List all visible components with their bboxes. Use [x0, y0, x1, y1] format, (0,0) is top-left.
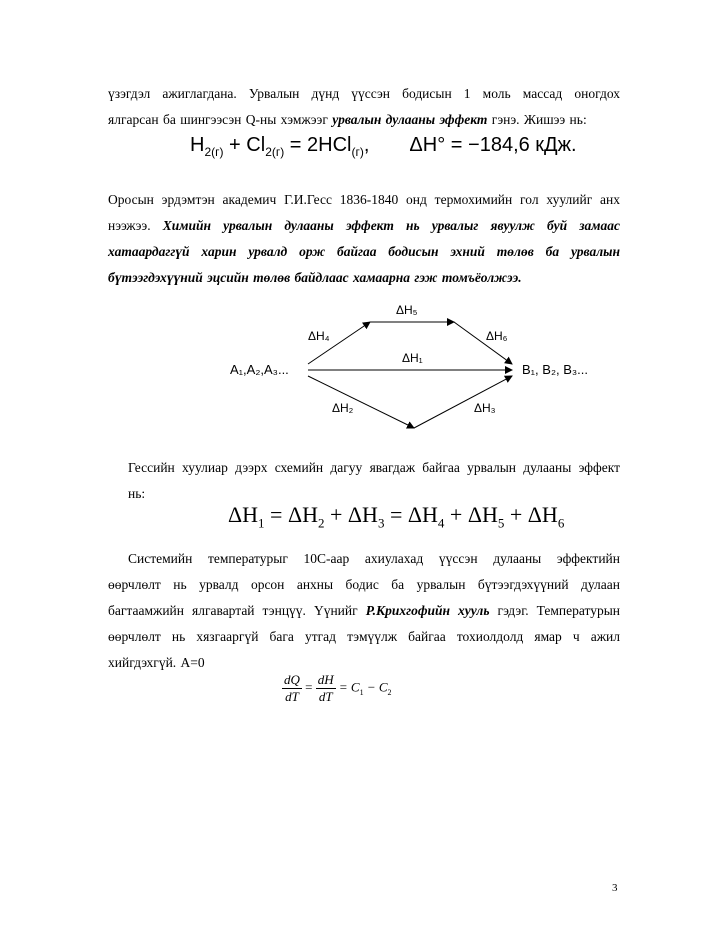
subscript: 1 [359, 688, 364, 698]
text: нээжээ. [108, 218, 163, 233]
term: + ΔH [504, 502, 558, 527]
fraction-dh-dt [316, 672, 336, 705]
paragraph-4-line-4: өөрчлөлт нь хязгааргүй бага утгад тэмүүлж байгаа тохиолдолд ямар ч ажил [108, 629, 620, 644]
denominator: dT [285, 689, 299, 704]
enthalpy-value: ΔH° = −184,6 кДж. [409, 134, 577, 156]
paragraph-3-line-1: Гессийн хуулиар дээрх схемийн дагуу явагдаж байгаа урвалын дулааны эффект [128, 460, 620, 475]
h2-state: 2(г) [204, 145, 224, 159]
label-h4: ΔH₄ [308, 329, 330, 343]
kirchhoff-law-name: Р.Крихгофийн хууль [365, 603, 490, 618]
subscript: 2 [387, 688, 392, 698]
text: багтаамжийн ялгавартай тэнцүү. Үүнийг [108, 603, 366, 618]
paragraph-4-line-5: хийгдэхгүй. А=0 [108, 655, 205, 670]
comma: , [363, 134, 370, 156]
subscript: 6 [557, 515, 565, 531]
hcl-symbol: = 2HCl [284, 134, 352, 156]
paragraph-4-line-2: өөрчлөлт нь урвалд орсон анхны бодис ба урвалын бүтээгдэхүүний дулаан [108, 577, 620, 592]
term: = ΔH [384, 502, 438, 527]
paragraph-2-line-4: бүтээгдэхүүний эцсийн төлөв байдлаас хамаарна гэж томъёолжээ. [108, 270, 522, 285]
label-end-substances: B₁, B₂, B₃... [522, 362, 589, 377]
hcl-state: (г) [351, 145, 364, 159]
label-h6: ΔH₆ [486, 329, 508, 343]
paragraph-4-line-3 [108, 598, 620, 624]
subscript: 4 [437, 515, 445, 531]
subscript: 3 [377, 515, 385, 531]
label-h2: ΔH₂ [332, 401, 354, 415]
paragraph-3-line-2: нь: [128, 486, 146, 501]
cl2-state: 2(г) [265, 145, 285, 159]
paragraph-4-line-1: Системийн температурыг 10С-аар ахиулахад үүссэн дулааны эффектийн [128, 551, 620, 566]
label-h3: ΔH₃ [474, 401, 496, 415]
label-start-substances: A₁,A₂,A₃... [230, 362, 289, 377]
text: гэнэ. Жишээ нь: [487, 112, 587, 127]
kirchhoff-equation [282, 672, 392, 705]
denominator: dT [318, 689, 333, 704]
term: + ΔH [444, 502, 498, 527]
arrow-h2 [308, 376, 414, 428]
paragraph-1-line-1: үзэгдэл ажиглагдана. Урвалын дүнд үүссэн бодисын 1 моль массад оногдох [108, 86, 620, 101]
paragraph-2-line-1: Оросын эрдэмтэн академич Г.И.Гесс 1836-1840 онд термохимийн гол хуулийг анх [108, 192, 620, 207]
arrow-h3 [414, 376, 512, 428]
label-h1: ΔH₁ [402, 351, 423, 365]
numerator: dH [317, 672, 334, 687]
subscript: 2 [318, 515, 325, 531]
minus-c: − C [363, 679, 388, 695]
term: = ΔH [264, 502, 318, 527]
subscript: 5 [497, 515, 505, 531]
label-h5: ΔH₅ [396, 303, 418, 317]
fraction-dq-dt [282, 672, 302, 705]
hess-equation [228, 502, 564, 531]
numerator: dQ [284, 672, 300, 687]
subscript: 1 [258, 515, 265, 531]
term-heat-effect: урвалын дулааны эффект [332, 112, 488, 127]
text: гэдэг. Температурын [489, 603, 620, 618]
cl2-symbol: + Cl [223, 134, 266, 156]
hess-law-statement: Химийн урвалын дулааны эффект нь урвалыг явуулж буй замаас [162, 218, 620, 233]
paragraph-2-line-3: хатаардаггүй харин урвалд орж байгаа бодисын эхний төлөв ба урвалын [108, 244, 620, 259]
term: ΔH [228, 502, 259, 527]
term: + ΔH [324, 502, 378, 527]
text: ялгарсан ба шингээсэн Q-ны хэмжээг [108, 112, 333, 127]
rhs-c: = C [335, 679, 360, 695]
equals: = [301, 679, 316, 695]
h2-symbol: H [190, 134, 205, 156]
page-number: 3 [612, 882, 618, 894]
